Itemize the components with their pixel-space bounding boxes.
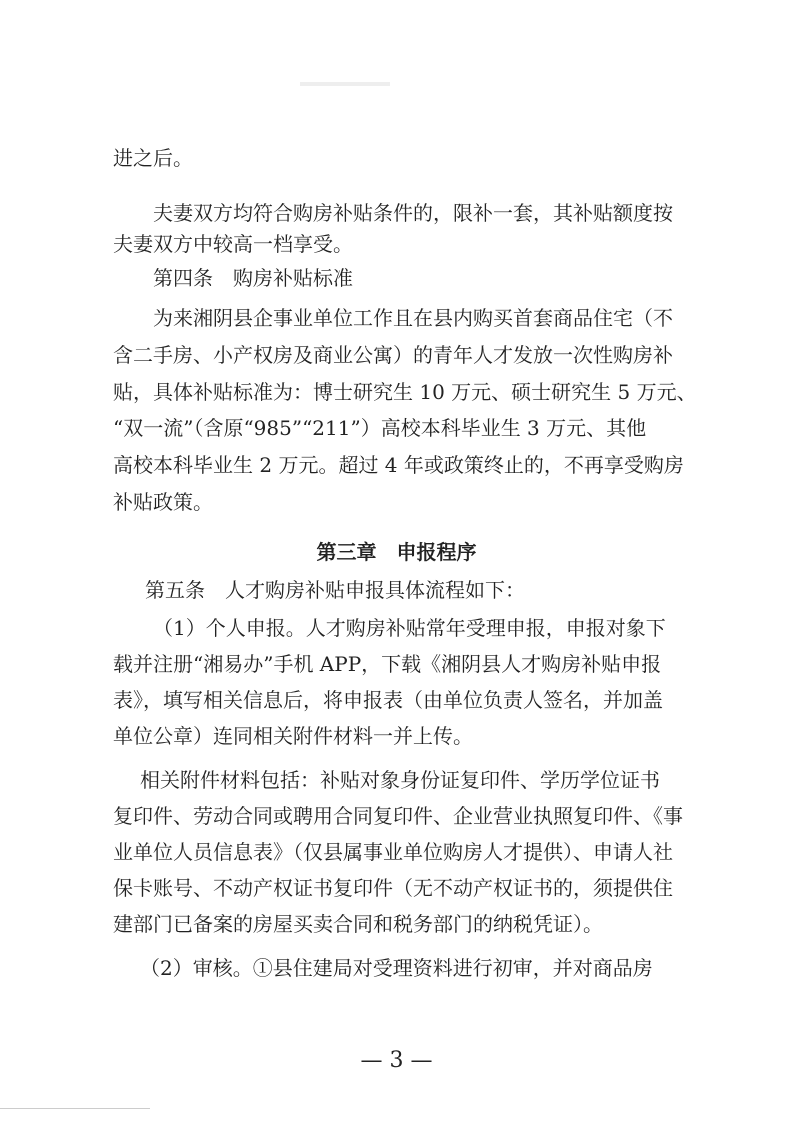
text-line: 高校本科毕业生 2 万元。超过 4 年或政策终止的，不再享受购房 [113, 453, 684, 477]
text-line: 夫妻双方均符合购房补贴条件的，限补一套，其补贴额度按 [153, 201, 673, 225]
text-line: 单位公章）连同相关附件材料一并上传。 [113, 724, 473, 748]
text-line: 补贴政策。 [113, 490, 213, 514]
text-line: 业单位人员信息表》（仅县属事业单位购房人才提供）、申请人社 [113, 840, 673, 864]
text-line: 相关附件材料包括：补贴对象身份证复印件、学历学位证书 [140, 768, 660, 792]
text-line: 贴，具体补贴标准为：博士研究生 10 万元、硕士研究生 5 万元、 [113, 380, 697, 404]
text-line: （1）个人申报。人才购房补贴常年受理申报，申报对象下 [153, 616, 666, 640]
chapter-heading: 第三章 申报程序 [316, 540, 477, 564]
text-line: （2）审核。①县住建局对受理资料进行初审，并对商品房 [140, 956, 653, 980]
article-heading: 第四条 购房补贴标准 [153, 266, 353, 290]
text-line: “双一流”（含原“985”“211”）高校本科毕业生 3 万元、其他 [113, 416, 647, 440]
text-line: 保卡账号、不动产权证书复印件（无不动产权证书的，须提供住 [113, 876, 673, 900]
text-line: 为来湘阴县企事业单位工作且在县内购买首套商品住宅（不 [153, 306, 673, 330]
article-heading: 第五条 人才购房补贴申报具体流程如下： [145, 578, 525, 602]
scan-edge [0, 1108, 150, 1109]
text-line: 复印件、劳动合同或聘用合同复印件、企业营业执照复印件、《事 [113, 804, 683, 828]
text-line: 夫妻双方中较高一档享受。 [113, 232, 353, 256]
text-line: 建部门已备案的房屋买卖合同和税务部门的纳税凭证）。 [113, 912, 603, 936]
text-line: 表》，填写相关信息后，将申报表（由单位负责人签名，并加盖 [113, 688, 663, 712]
text-line: 含二手房、小产权房及商业公寓）的青年人才发放一次性购房补 [113, 343, 673, 367]
text-line: 进之后。 [113, 146, 193, 170]
scan-artifact [300, 82, 390, 86]
page-number: — 3 — [360, 1048, 433, 1073]
text-line: 载并注册“湘易办”手机 APP，下载《湘阴县人才购房补贴申报 [113, 652, 662, 676]
